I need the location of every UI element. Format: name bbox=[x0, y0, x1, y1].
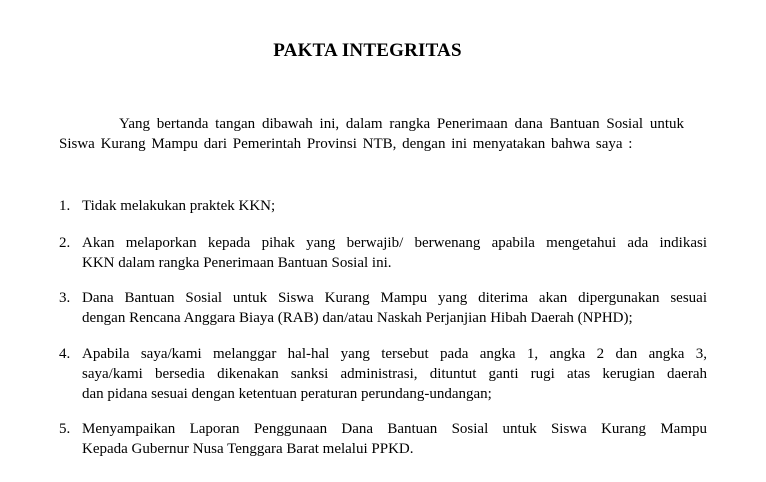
statement-line: dan pidana sesuai dengan ketentuan peraturan perundang-undangan; bbox=[82, 386, 492, 402]
statement-number: 1. bbox=[59, 198, 71, 214]
statement-text bbox=[82, 419, 707, 459]
statement-line: Dana Bantuan Sosial untuk Siswa Kurang Mampu yang diterima akan dipergunakan sesuai bbox=[82, 290, 707, 306]
statement-line: Tidak melakukan praktek KKN; bbox=[82, 198, 276, 214]
statement-item-3 bbox=[59, 288, 707, 328]
statement-item-5 bbox=[59, 419, 707, 459]
statement-line: Akan melaporkan kepada pihak yang berwajib/ berwenang apabila mengetahui ada indikasi bbox=[82, 235, 707, 251]
statement-number: 5. bbox=[59, 421, 71, 437]
statement-line: KKN dalam rangka Penerimaan Bantuan Sosial ini. bbox=[82, 255, 392, 271]
statement-line: Kepada Gubernur Nusa Tenggara Barat melalui PPKD. bbox=[82, 441, 414, 457]
statement-line: Menyampaikan Laporan Penggunaan Dana Bantuan Sosial untuk Siswa Kurang Mampu bbox=[82, 421, 707, 437]
statement-number: 3. bbox=[59, 290, 71, 306]
statement-text bbox=[82, 233, 707, 273]
statement-number: 4. bbox=[59, 346, 71, 362]
statement-item-2 bbox=[59, 233, 707, 273]
statement-item-4 bbox=[59, 344, 707, 404]
statement-line: saya/kami bersedia dikenakan sanksi administrasi, dituntut ganti rugi atas kerugian daerah bbox=[82, 366, 707, 382]
intro-line-1: Yang bertanda tangan dibawah ini, dalam rangka Penerimaan dana Bantuan Sosial untuk bbox=[119, 116, 684, 132]
document-title: PAKTA INTEGRITAS bbox=[273, 40, 462, 61]
statement-text bbox=[82, 196, 707, 216]
statement-line: Apabila saya/kami melanggar hal-hal yang tersebut pada angka 1, angka 2 dan angka 3, bbox=[82, 346, 707, 362]
statement-line: dengan Rencana Anggara Biaya (RAB) dan/atau Naskah Perjanjian Hibah Daerah (NPHD); bbox=[82, 310, 633, 326]
statement-text bbox=[82, 344, 707, 404]
statement-item-1 bbox=[59, 196, 707, 216]
intro-line-2: Siswa Kurang Mampu dari Pemerintah Provinsi NTB, dengan ini menyatakan bahwa saya : bbox=[59, 136, 633, 152]
intro-paragraph bbox=[59, 114, 684, 154]
statement-text bbox=[82, 288, 707, 328]
statement-number: 2. bbox=[59, 235, 71, 251]
